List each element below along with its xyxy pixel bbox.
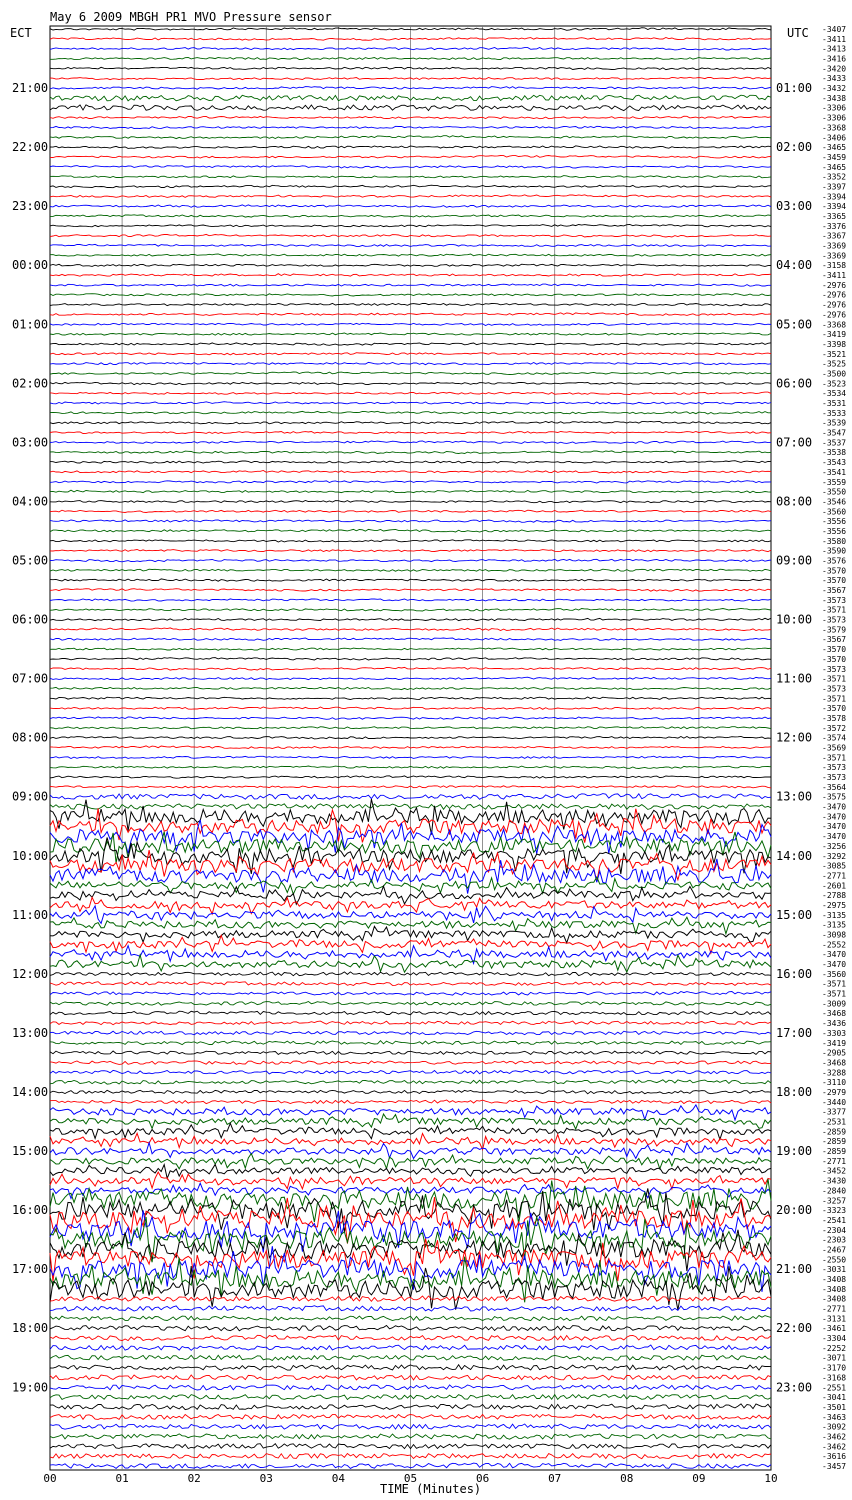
trace-offset-label: -3575 — [822, 792, 847, 802]
trace-offset-label: -2771 — [822, 1304, 847, 1314]
trace-offset-label: -3411 — [822, 271, 847, 281]
trace-offset-label: -3367 — [822, 231, 847, 241]
left-hour-label: 13:00 — [12, 1025, 49, 1040]
trace-offset-label: -3470 — [822, 832, 847, 842]
trace-offset-label: -3462 — [822, 1432, 847, 1442]
trace-offset-label: -2979 — [822, 1087, 847, 1097]
trace-offset-label: -3135 — [822, 910, 847, 920]
trace-offset-label: -3419 — [822, 330, 847, 340]
trace-offset-label: -2304 — [822, 1225, 847, 1235]
right-hour-label: 01:00 — [776, 81, 813, 96]
x-tick-label: 10 — [764, 1472, 778, 1485]
trace-offset-label: -3098 — [822, 930, 847, 940]
trace-offset-label: -3550 — [822, 487, 847, 497]
left-hour-label: 05:00 — [12, 553, 49, 568]
trace-offset-label: -2252 — [822, 1343, 847, 1353]
trace-offset-label: -3546 — [822, 497, 847, 507]
right-hour-label: 22:00 — [776, 1321, 813, 1336]
trace-offset-label: -2771 — [822, 871, 847, 881]
trace-offset-label: -3573 — [822, 684, 847, 694]
trace-offset-label: -2975 — [822, 900, 847, 910]
trace-offset-label: -3170 — [822, 1363, 847, 1373]
left-hour-label: 17:00 — [12, 1262, 49, 1277]
trace-offset-label: -3071 — [822, 1353, 847, 1363]
trace-offset-label: -2303 — [822, 1235, 847, 1245]
trace-offset-label: -3457 — [822, 1462, 847, 1471]
trace-offset-label: -3574 — [822, 733, 847, 743]
trace-offset-label: -3085 — [822, 861, 847, 871]
trace-offset-label: -2976 — [822, 290, 847, 300]
trace-offset-label: -3538 — [822, 448, 847, 458]
left-hour-label: 03:00 — [12, 435, 49, 450]
trace-offset-label: -3573 — [822, 664, 847, 674]
trace-offset-label: -2601 — [822, 881, 847, 891]
trace-offset-label: -3570 — [822, 704, 847, 714]
trace-offset-label: -3352 — [822, 172, 847, 182]
right-hour-label: 12:00 — [776, 730, 813, 745]
trace-offset-label: -3570 — [822, 645, 847, 655]
trace-offset-label: -3560 — [822, 969, 847, 979]
left-hour-label: 00:00 — [12, 258, 49, 273]
trace-offset-label: -2550 — [822, 1255, 847, 1265]
right-hour-label: 08:00 — [776, 494, 813, 509]
trace-offset-label: -2840 — [822, 1186, 847, 1196]
trace-offset-label: -3462 — [822, 1442, 847, 1452]
left-hour-label: 02:00 — [12, 376, 49, 391]
left-hour-label: 11:00 — [12, 907, 49, 922]
trace-offset-label: -2976 — [822, 300, 847, 310]
trace-offset-label: -3459 — [822, 152, 847, 162]
trace-offset-label: -2788 — [822, 891, 847, 901]
trace-offset-label: -2531 — [822, 1117, 847, 1127]
trace-offset-label: -3465 — [822, 143, 847, 153]
trace-offset-label: -3408 — [822, 1294, 847, 1304]
trace-offset-label: -3413 — [822, 44, 847, 54]
trace-offset-label: -3571 — [822, 753, 847, 763]
trace-offset-label: -3570 — [822, 566, 847, 576]
trace-offset-label: -3569 — [822, 743, 847, 753]
left-hour-label: 21:00 — [12, 81, 49, 96]
trace-offset-label: -3576 — [822, 556, 847, 566]
trace-offset-label: -3463 — [822, 1412, 847, 1422]
trace-offset-label: -3433 — [822, 74, 847, 84]
left-hour-label: 06:00 — [12, 612, 49, 627]
trace-offset-label: -2859 — [822, 1147, 847, 1157]
trace-offset-label: -3009 — [822, 999, 847, 1009]
trace-offset-label: -3571 — [822, 674, 847, 684]
trace-offset-label: -3377 — [822, 1107, 847, 1117]
trace-offset-label: -3470 — [822, 802, 847, 812]
right-hour-labels — [776, 81, 812, 1394]
trace-offset-label: -3368 — [822, 123, 847, 133]
x-tick-label: 04 — [331, 1472, 346, 1485]
trace-offset-label: -3440 — [822, 1097, 847, 1107]
trace-offset-label: -3534 — [822, 389, 847, 399]
trace-offset-label: -3573 — [822, 595, 847, 605]
trace-offset-label: -2976 — [822, 280, 847, 290]
left-hour-label: 04:00 — [12, 494, 49, 509]
right-hour-label: 16:00 — [776, 966, 813, 981]
right-hour-label: 17:00 — [776, 1025, 813, 1040]
trace-offset-label: -3394 — [822, 192, 847, 202]
trace-offset-label: -3547 — [822, 428, 847, 438]
trace-offset-label: -2976 — [822, 310, 847, 320]
right-hour-label: 11:00 — [776, 671, 813, 686]
right-hour-label: 07:00 — [776, 435, 813, 450]
x-tick-label: 06 — [475, 1472, 490, 1485]
right-hour-label: 23:00 — [776, 1380, 813, 1395]
x-tick-label: 07 — [548, 1472, 562, 1485]
left-axis-label: ECT — [10, 26, 32, 40]
left-hour-label: 12:00 — [12, 966, 49, 981]
trace-offset-label: -3306 — [822, 103, 847, 113]
trace-offset-label: -3411 — [822, 34, 847, 44]
trace-offset-label: -3572 — [822, 723, 847, 733]
trace-offset-label: -3436 — [822, 1019, 847, 1029]
right-hour-label: 09:00 — [776, 553, 813, 568]
trace-offset-label: -2467 — [822, 1245, 847, 1255]
trace-offset-label: -3397 — [822, 182, 847, 192]
right-hour-label: 21:00 — [776, 1262, 813, 1277]
trace-offset-label: -3470 — [822, 960, 847, 970]
trace-offset-labels — [822, 25, 846, 1471]
left-hour-label: 15:00 — [12, 1144, 49, 1159]
trace-offset-label: -3368 — [822, 320, 847, 330]
trace-offset-label: -2552 — [822, 940, 847, 950]
trace-offset-label: -3031 — [822, 1265, 847, 1275]
trace-offset-label: -3560 — [822, 507, 847, 517]
x-axis-label: TIME (Minutes) — [380, 1482, 482, 1496]
trace-offset-label: -3523 — [822, 379, 847, 389]
trace-offset-label: -3438 — [822, 93, 847, 103]
trace-offset-label: -3465 — [822, 162, 847, 172]
trace-offset-label: -3571 — [822, 989, 847, 999]
trace-offset-label: -3288 — [822, 1068, 847, 1078]
right-hour-label: 03:00 — [776, 199, 813, 214]
trace-offset-label: -3521 — [822, 349, 847, 359]
chart-title: May 6 2009 MBGH PR1 MVO Pressure sensor — [50, 10, 332, 24]
trace-offset-label: -3398 — [822, 339, 847, 349]
x-tick-label: 00 — [43, 1472, 57, 1485]
trace-offset-label: -3573 — [822, 773, 847, 783]
trace-offset-label: -3533 — [822, 408, 847, 418]
trace-offset-label: -2551 — [822, 1383, 847, 1393]
trace-offset-label: -2771 — [822, 1156, 847, 1166]
trace-offset-label: -3570 — [822, 576, 847, 586]
trace-offset-label: -3131 — [822, 1314, 847, 1324]
trace-offset-label: -2859 — [822, 1127, 847, 1137]
trace-offset-label: -3559 — [822, 477, 847, 487]
trace-offset-label: -3468 — [822, 1058, 847, 1068]
trace-offset-label: -3092 — [822, 1422, 847, 1432]
trace-offset-label: -3256 — [822, 841, 847, 851]
trace-offset-label: -3470 — [822, 950, 847, 960]
trace-offset-label: -3570 — [822, 654, 847, 664]
trace-offset-label: -3369 — [822, 241, 847, 251]
trace-offset-label: -3306 — [822, 113, 847, 123]
trace-offset-label: -3419 — [822, 1038, 847, 1048]
trace-offset-label: -3573 — [822, 763, 847, 773]
left-hour-labels — [12, 81, 48, 1394]
trace-offset-label: -3461 — [822, 1324, 847, 1334]
right-hour-label: 10:00 — [776, 612, 813, 627]
left-hour-label: 07:00 — [12, 671, 49, 686]
trace-offset-label: -3168 — [822, 1373, 847, 1383]
trace-offset-label: -3578 — [822, 713, 847, 723]
left-hour-label: 10:00 — [12, 848, 49, 863]
trace-offset-label: -3407 — [822, 25, 847, 34]
trace-offset-label: -3567 — [822, 635, 847, 645]
left-hour-label: 14:00 — [12, 1084, 49, 1099]
left-hour-label: 18:00 — [12, 1321, 49, 1336]
trace-offset-label: -3590 — [822, 546, 847, 556]
trace-offset-label: -3571 — [822, 694, 847, 704]
trace-offset-label: -3531 — [822, 399, 847, 409]
trace-offset-label: -3408 — [822, 1284, 847, 1294]
trace-offset-label: -3432 — [822, 84, 847, 94]
trace-offset-label: -3556 — [822, 517, 847, 527]
trace-offset-label: -2905 — [822, 1048, 847, 1058]
x-tick-label: 01 — [115, 1472, 129, 1485]
right-hour-label: 06:00 — [776, 376, 813, 391]
right-hour-label: 18:00 — [776, 1084, 813, 1099]
left-hour-label: 09:00 — [12, 789, 49, 804]
trace-offset-label: -3365 — [822, 212, 847, 222]
trace-offset-label: -3571 — [822, 605, 847, 615]
trace-offset-label: -3543 — [822, 458, 847, 468]
left-hour-label: 22:00 — [12, 140, 49, 155]
trace-offset-label: -3110 — [822, 1078, 847, 1088]
trace-offset-label: -3323 — [822, 1206, 847, 1216]
trace-offset-label: -3452 — [822, 1166, 847, 1176]
trace-offset-label: -3408 — [822, 1274, 847, 1284]
trace-offset-label: -3135 — [822, 920, 847, 930]
trace-offset-label: -3500 — [822, 369, 847, 379]
trace-offset-label: -3303 — [822, 1028, 847, 1038]
right-hour-label: 14:00 — [776, 848, 813, 863]
trace-offset-label: -2859 — [822, 1137, 847, 1147]
trace-offset-label: -3430 — [822, 1176, 847, 1186]
trace-offset-label: -3470 — [822, 812, 847, 822]
right-hour-label: 20:00 — [776, 1203, 813, 1218]
left-hour-label: 01:00 — [12, 317, 49, 332]
trace-offset-label: -3573 — [822, 615, 847, 625]
left-hour-label: 16:00 — [12, 1203, 49, 1218]
left-hour-label: 23:00 — [12, 199, 49, 214]
trace-offset-label: -3394 — [822, 202, 847, 212]
x-tick-label: 02 — [187, 1472, 201, 1485]
trace-offset-label: -3616 — [822, 1452, 847, 1462]
x-tick-label: 09 — [692, 1472, 706, 1485]
trace-offset-label: -3571 — [822, 979, 847, 989]
left-hour-label: 08:00 — [12, 730, 49, 745]
trace-offset-label: -3580 — [822, 536, 847, 546]
trace-offset-label: -3501 — [822, 1402, 847, 1412]
right-hour-label: 13:00 — [776, 789, 813, 804]
trace-offset-label: -3257 — [822, 1196, 847, 1206]
trace-offset-label: -3292 — [822, 851, 847, 861]
x-tick-label: 08 — [620, 1472, 634, 1485]
trace-offset-label: -3158 — [822, 261, 847, 271]
trace-offset-label: -3468 — [822, 1009, 847, 1019]
right-hour-label: 04:00 — [776, 258, 813, 273]
trace-offset-label: -3567 — [822, 586, 847, 596]
trace-offset-label: -3416 — [822, 54, 847, 64]
trace-offset-label: -2541 — [822, 1215, 847, 1225]
trace-offset-label: -3041 — [822, 1393, 847, 1403]
trace-offset-label: -3556 — [822, 526, 847, 536]
trace-offset-label: -3304 — [822, 1334, 847, 1344]
right-hour-label: 05:00 — [776, 317, 813, 332]
trace-offset-label: -3537 — [822, 438, 847, 448]
trace-offset-label: -3470 — [822, 822, 847, 832]
trace-offset-label: -3564 — [822, 782, 847, 792]
right-hour-label: 15:00 — [776, 907, 813, 922]
x-tick-label: 05 — [403, 1472, 418, 1485]
right-axis-label: UTC — [787, 26, 809, 40]
trace-offset-label: -3420 — [822, 64, 847, 74]
trace-offset-label: -3376 — [822, 221, 847, 231]
trace-offset-label: -3406 — [822, 133, 847, 143]
right-hour-label: 02:00 — [776, 140, 813, 155]
left-hour-label: 19:00 — [12, 1380, 49, 1395]
right-hour-label: 19:00 — [776, 1144, 813, 1159]
trace-offset-label: -3541 — [822, 467, 847, 477]
trace-offset-label: -3525 — [822, 359, 847, 369]
x-tick-label: 03 — [259, 1472, 273, 1485]
trace-offset-label: -3369 — [822, 251, 847, 261]
trace-offset-label: -3539 — [822, 418, 847, 428]
trace-offset-label: -3579 — [822, 625, 847, 635]
